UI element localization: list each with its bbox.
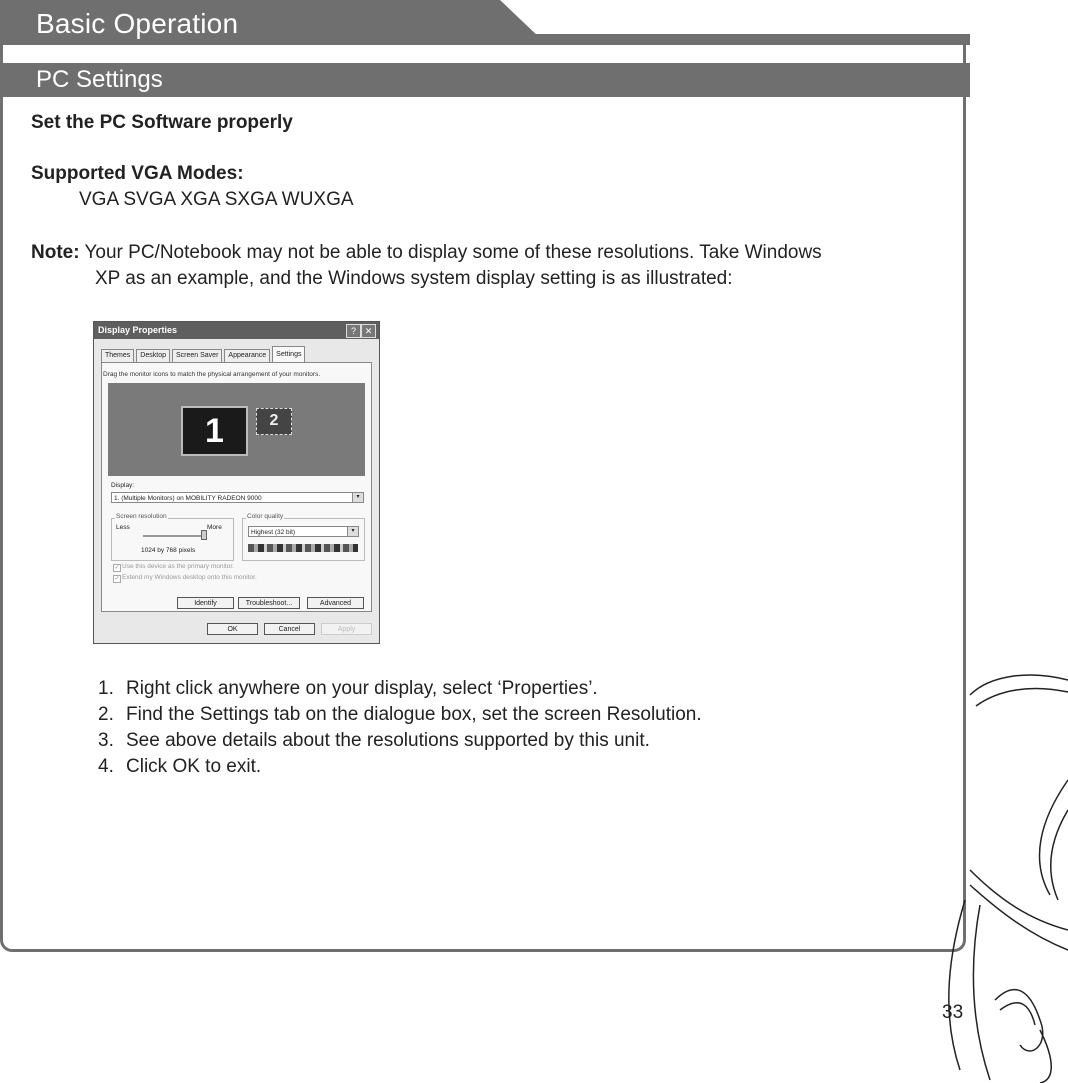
monitor-2-icon[interactable]: 2 (256, 408, 292, 435)
display-properties-dialog (93, 321, 380, 644)
note-line-1: Your PC/Notebook may not be able to display some of these resolutions. Take Windows (79, 242, 822, 263)
note-line-2: XP as an example, and the Windows system display setting is as illustrated: (95, 268, 733, 289)
tab-appearance[interactable]: Appearance (224, 349, 270, 362)
heading-set-pc-software: Set the PC Software properly (31, 112, 293, 133)
note-label: Note: (31, 242, 80, 263)
dialog-tabs (101, 349, 307, 362)
vga-modes-list: VGA SVGA XGA SXGA WUXGA (79, 189, 354, 210)
color-quality-select[interactable] (248, 526, 359, 537)
section-title: PC Settings (36, 66, 163, 93)
apply-button[interactable]: Apply (321, 623, 372, 635)
primary-monitor-label: Use this device as the primary monitor. (122, 563, 234, 570)
ok-button[interactable]: OK (207, 623, 258, 635)
resolution-value: 1024 by 768 pixels (141, 547, 196, 554)
display-select[interactable] (111, 492, 364, 503)
page-title: Basic Operation (36, 8, 239, 39)
display-select-value: 1. (Multiple Monitors) on MOBILITY RADEON 9000 (114, 495, 262, 502)
resolution-slider-thumb[interactable] (201, 530, 207, 540)
decorative-flourish-icon (880, 650, 1068, 1083)
extend-desktop-checkbox[interactable]: ✓ (114, 576, 120, 582)
tab-desktop[interactable]: Desktop (136, 349, 170, 362)
advanced-button[interactable]: Advanced (307, 597, 364, 609)
troubleshoot-button[interactable]: Troubleshoot... (238, 597, 300, 609)
chevron-down-icon[interactable]: ▾ (347, 527, 358, 536)
tab-screen-saver[interactable]: Screen Saver (172, 349, 222, 362)
identify-button[interactable]: Identify (177, 597, 234, 609)
dialog-title: Display Properties (98, 325, 178, 335)
display-label: Display: (111, 482, 135, 489)
tab-settings[interactable]: Settings (272, 346, 305, 362)
more-label: More (207, 524, 222, 531)
extend-desktop-label: Extend my Windows desktop onto this monitor. (122, 574, 257, 581)
less-label: Less (116, 524, 130, 531)
note-paragraph (31, 240, 951, 292)
color-quality-label: Color quality (247, 513, 284, 520)
color-quality-group (242, 518, 365, 561)
monitor-hint: Drag the monitor icons to match the physical arrangement of your monitors. (103, 371, 321, 378)
primary-monitor-checkbox[interactable]: ✓ (114, 565, 120, 571)
screen-resolution-label: Screen resolution (116, 513, 167, 520)
list-item: 2. Find the Settings tab on the dialogue box, set the screen Resolution. (98, 704, 702, 725)
cancel-button[interactable]: Cancel (264, 623, 315, 635)
list-item: 4. Click OK to exit. (98, 756, 262, 777)
tab-themes[interactable]: Themes (101, 349, 134, 362)
heading-supported-vga-modes: Supported VGA Modes: (31, 163, 244, 184)
color-quality-value: Highest (32 bit) (251, 529, 296, 536)
color-quality-preview (248, 544, 358, 552)
list-item: 1. Right click anywhere on your display, select ‘Properties’. (98, 678, 598, 699)
list-item: 3. See above details about the resolutions supported by this unit. (98, 730, 650, 751)
chevron-down-icon[interactable]: ▾ (352, 493, 363, 502)
close-icon[interactable]: ✕ (361, 324, 376, 338)
resolution-slider-track[interactable] (143, 535, 205, 537)
page-number: 33 (942, 1002, 964, 1023)
steps-list (98, 676, 702, 780)
dialog-title-bar (94, 322, 379, 339)
monitor-1-icon[interactable]: 1 (181, 406, 248, 456)
help-icon[interactable]: ? (346, 324, 361, 338)
